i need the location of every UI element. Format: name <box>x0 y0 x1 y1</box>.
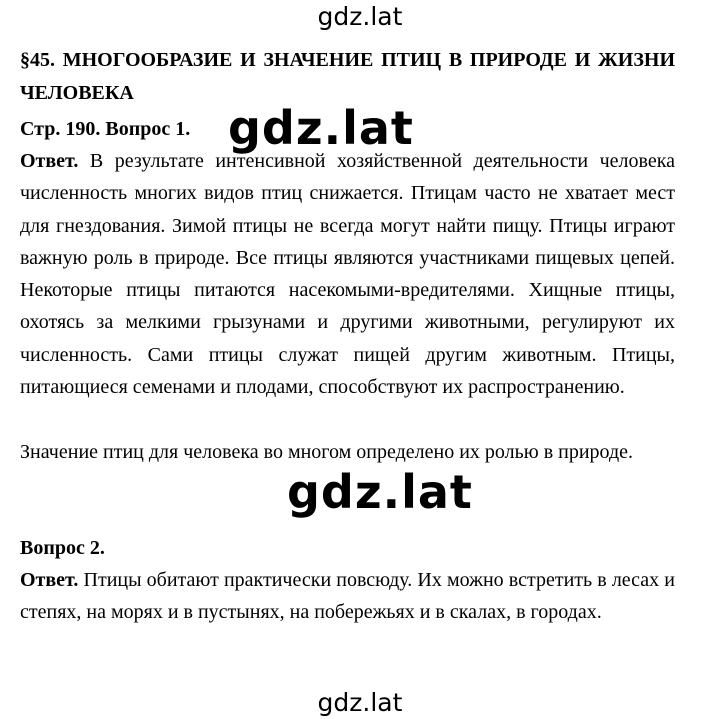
question-2-heading: Вопрос 2. <box>20 537 105 559</box>
answer-label: Ответ. <box>20 569 79 591</box>
question-1-answer <box>20 145 675 403</box>
question-2-answer <box>20 564 675 629</box>
answer-label: Ответ. <box>20 150 79 172</box>
question-1-extra-paragraph: Значение птиц для человека во многом определено их ролью в природе. <box>20 441 634 463</box>
answer-text: Птицы обитают практически повсюду. Их можно встретить в лесах и степях, на морях и в пустынях, на побережьях и в скалах, в городах. <box>20 569 675 624</box>
watermark-bottom: gdz.lat <box>317 688 403 717</box>
question-1-heading: Стр. 190. Вопрос 1. <box>20 118 191 140</box>
section-title: §45. МНОГООБРАЗИЕ И ЗНАЧЕНИЕ ПТИЦ В ПРИРОДЕ И ЖИЗНИ ЧЕЛОВЕКА <box>20 49 675 104</box>
answer-text: В результате интенсивной хозяйственной деятельности человека численность многих видов птиц снижается. Птицам часто не хватает мест для гнездования. Зимой птицы не всегда могут найти пищу. Птицы играют важную роль в природе. Все птицы являются участниками пищевых цепей. Некоторые птицы питаются насекомыми-вредителями. Хищные птицы, охотясь за мелкими грызунами и другими животными, регулируют их численность. Сами птицы служат пищей другим животным. Птицы, питающиеся семенами и плодами, способствуют их распространению. <box>20 150 675 399</box>
watermark-middle-2: gdz.lat <box>287 465 473 519</box>
watermark-top: gdz.lat <box>317 2 403 31</box>
watermark-middle-1: gdz.lat <box>228 101 414 155</box>
